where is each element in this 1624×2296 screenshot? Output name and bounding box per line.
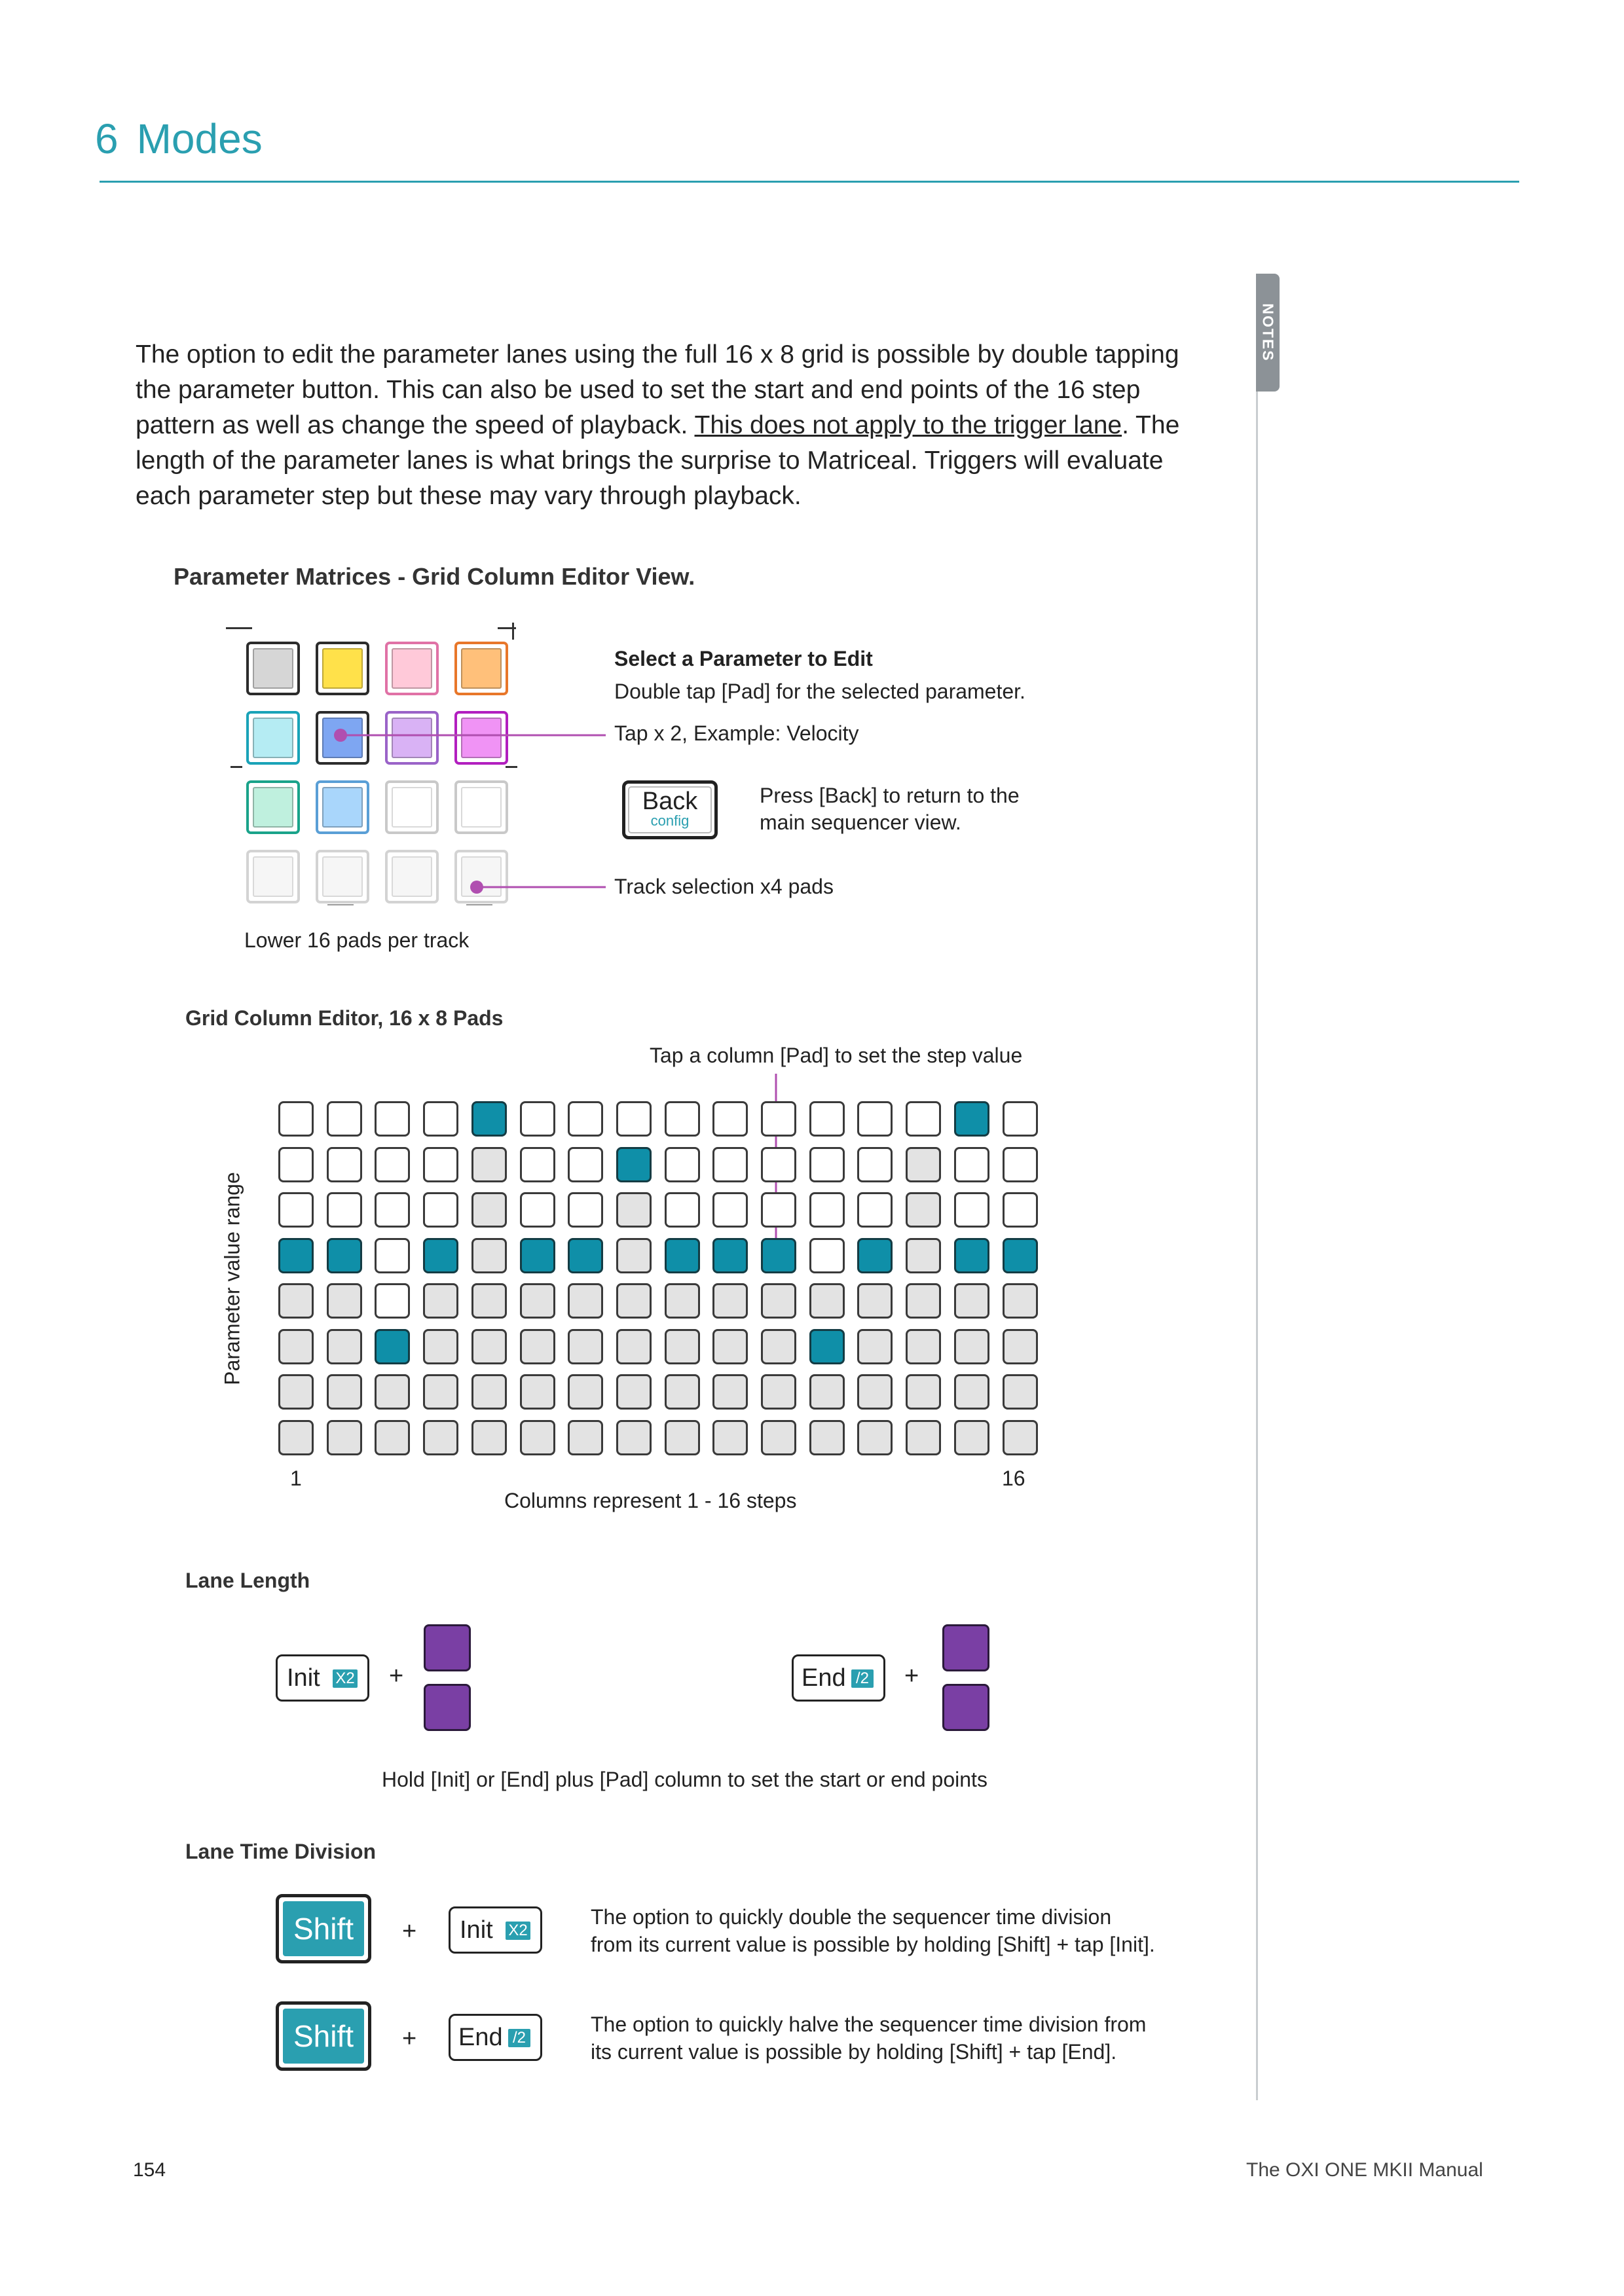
grid-pad[interactable] — [665, 1283, 700, 1319]
start-pad-bottom[interactable] — [424, 1684, 471, 1731]
grid-pad[interactable] — [423, 1420, 458, 1455]
grid-pad[interactable] — [568, 1283, 603, 1319]
grid-pad[interactable] — [665, 1374, 700, 1410]
time-div-plus-1: + — [402, 1918, 417, 1945]
end-pad-top[interactable] — [942, 1624, 989, 1671]
halve-desc-line-2: its current value is possible by holding [Shift] + tap [End]. — [591, 2040, 1117, 2064]
grid-pad[interactable] — [423, 1101, 458, 1137]
grid-pad[interactable] — [327, 1147, 362, 1182]
tap-column-label: Tap a column [Pad] to set the step value — [650, 1044, 1023, 1067]
grid-pad[interactable] — [375, 1420, 410, 1455]
grid-pad[interactable] — [857, 1238, 893, 1273]
end-button-time-div-label: End — [458, 2024, 503, 2051]
grid-pad[interactable] — [568, 1238, 603, 1273]
chapter-name: Modes — [136, 115, 263, 162]
velocity-leader-dot — [334, 729, 347, 742]
grid-pad[interactable] — [423, 1238, 458, 1273]
grid-pad[interactable] — [761, 1101, 796, 1137]
notes-label: NOTES — [1259, 303, 1277, 362]
back-desc-line-2: main sequencer view. — [760, 811, 961, 834]
grid-pad[interactable] — [375, 1329, 410, 1364]
grid-pad[interactable] — [278, 1283, 314, 1319]
time-div-plus-2: + — [402, 2025, 417, 2052]
column-end-label: 16 — [1002, 1467, 1025, 1490]
grid-pad[interactable] — [327, 1238, 362, 1273]
end-button-label: End — [802, 1664, 846, 1692]
grid-pad[interactable] — [906, 1192, 941, 1228]
grid-pad[interactable] — [423, 1147, 458, 1182]
grid-pad[interactable] — [423, 1192, 458, 1228]
grid-pad[interactable] — [471, 1329, 507, 1364]
double-desc-line-1: The option to quickly double the sequencer time division — [591, 1905, 1112, 1929]
grid-pad[interactable] — [520, 1238, 555, 1273]
tap-velocity-label: Tap x 2, Example: Velocity — [614, 721, 859, 745]
init-button-time-div-label: Init — [460, 1916, 493, 1944]
grid-pad[interactable] — [568, 1101, 603, 1137]
grid-pad[interactable] — [761, 1192, 796, 1228]
grid-pad[interactable] — [375, 1238, 410, 1273]
halve-desc-line-1: The option to quickly halve the sequencer time division from — [591, 2013, 1147, 2036]
time-division-heading: Lane Time Division — [185, 1840, 377, 1863]
grid-pad[interactable] — [327, 1420, 362, 1455]
grid-pad[interactable] — [954, 1238, 989, 1273]
grid-pad[interactable] — [616, 1420, 652, 1455]
end-button-time-div[interactable] — [449, 2014, 542, 2061]
init-button-label: Init — [287, 1664, 320, 1692]
grid-pad[interactable] — [375, 1147, 410, 1182]
grid-pad[interactable] — [761, 1374, 796, 1410]
grid-pad[interactable] — [809, 1283, 845, 1319]
grid-pad[interactable] — [375, 1283, 410, 1319]
grid-pad[interactable] — [568, 1192, 603, 1228]
grid-pad[interactable] — [712, 1192, 748, 1228]
grid-pad[interactable] — [1003, 1101, 1038, 1137]
grid-pad[interactable] — [278, 1420, 314, 1455]
init-button[interactable] — [276, 1654, 369, 1702]
double-desc-line-2: from its current value is possible by holding [Shift] + tap [Init]. — [591, 1933, 1155, 1956]
grid-pad[interactable] — [520, 1374, 555, 1410]
shift-button-double[interactable] — [276, 1894, 371, 1963]
lane-length-heading: Lane Length — [185, 1569, 310, 1592]
back-button-sublabel: config — [650, 812, 690, 829]
grid-pad[interactable] — [568, 1420, 603, 1455]
grid-pad[interactable] — [616, 1329, 652, 1364]
grid-pad[interactable] — [857, 1329, 893, 1364]
grid-pad[interactable] — [616, 1283, 652, 1319]
grid-editor-heading: Grid Column Editor, 16 x 8 Pads — [185, 1006, 504, 1030]
grid-pad[interactable] — [809, 1192, 845, 1228]
y-axis-label: Parameter value range — [220, 1172, 244, 1385]
grid-pad[interactable] — [809, 1420, 845, 1455]
grid-pad[interactable] — [1003, 1147, 1038, 1182]
grid-pad[interactable] — [1003, 1329, 1038, 1364]
grid-pad[interactable] — [954, 1374, 989, 1410]
grid-pad[interactable] — [906, 1283, 941, 1319]
grid-pad[interactable] — [761, 1147, 796, 1182]
grid-pad[interactable] — [616, 1374, 652, 1410]
grid-pad[interactable] — [568, 1374, 603, 1410]
grid-pad[interactable] — [471, 1101, 507, 1137]
lower-pads-label: Lower 16 pads per track — [244, 928, 470, 952]
grid-pad[interactable] — [954, 1192, 989, 1228]
grid-pad[interactable] — [809, 1147, 845, 1182]
grid-pad[interactable] — [712, 1329, 748, 1364]
intro-text-1: The option to edit the parameter lanes using the full 16 x 8 grid is possible by double tapping the parameter button. This can also be used to set the start and end points of the 16 step pattern as well as change the speed of playback. — [136, 340, 1179, 439]
grid-pad[interactable] — [761, 1238, 796, 1273]
grid-pad[interactable] — [327, 1283, 362, 1319]
grid-pad[interactable] — [954, 1147, 989, 1182]
grid-pad[interactable] — [809, 1374, 845, 1410]
grid-pad[interactable] — [375, 1192, 410, 1228]
grid-pad[interactable] — [471, 1283, 507, 1319]
lane-length-caption: Hold [Init] or [End] plus [Pad] column to set the start or end points — [382, 1768, 987, 1791]
grid-pad[interactable] — [1003, 1374, 1038, 1410]
grid-pad[interactable] — [954, 1101, 989, 1137]
grid-pad[interactable] — [616, 1192, 652, 1228]
grid-pad[interactable] — [471, 1374, 507, 1410]
grid-pad[interactable] — [665, 1238, 700, 1273]
grid-pad[interactable] — [520, 1283, 555, 1319]
shift-button-halve[interactable] — [276, 2001, 371, 2071]
half-badge-time-div: /2 — [508, 2029, 530, 2047]
column-start-label: 1 — [290, 1467, 302, 1490]
grid-pad[interactable] — [423, 1283, 458, 1319]
grid-pad[interactable] — [471, 1147, 507, 1182]
grid-pad[interactable] — [857, 1101, 893, 1137]
page-number: 154 — [133, 2159, 166, 2181]
grid-pad[interactable] — [423, 1374, 458, 1410]
track-selection-label: Track selection x4 pads — [614, 875, 834, 898]
grid-pad[interactable] — [278, 1192, 314, 1228]
lane-length-plus-2: + — [904, 1662, 919, 1690]
back-desc-line-1: Press [Back] to return to the — [760, 784, 1020, 807]
grid-pad[interactable] — [665, 1329, 700, 1364]
shift-button-halve-label: Shift — [283, 2009, 364, 2064]
grid-pad[interactable] — [712, 1283, 748, 1319]
grid-pad[interactable] — [278, 1101, 314, 1137]
grid-pad[interactable] — [857, 1147, 893, 1182]
grid-pad[interactable] — [423, 1329, 458, 1364]
intro-underlined-text: This does not apply to the trigger lane — [694, 411, 1122, 439]
grid-pad[interactable] — [278, 1238, 314, 1273]
lane-length-plus-1: + — [389, 1662, 404, 1690]
grid-pad[interactable] — [471, 1192, 507, 1228]
grid-pad[interactable] — [712, 1420, 748, 1455]
grid-pad[interactable] — [857, 1283, 893, 1319]
grid-pad[interactable] — [327, 1101, 362, 1137]
grid-pad[interactable] — [809, 1329, 845, 1364]
grid-pad[interactable] — [809, 1238, 845, 1273]
grid-pad[interactable] — [520, 1420, 555, 1455]
manual-title: The OXI ONE MKII Manual — [1246, 2159, 1483, 2181]
grid-pad[interactable] — [278, 1374, 314, 1410]
grid-pad[interactable] — [906, 1420, 941, 1455]
grid-pad[interactable] — [906, 1101, 941, 1137]
columns-caption: Columns represent 1 - 16 steps — [504, 1489, 797, 1512]
grid-pad[interactable] — [520, 1147, 555, 1182]
grid-pad[interactable] — [1003, 1192, 1038, 1228]
grid-pad[interactable] — [906, 1238, 941, 1273]
grid-pad[interactable] — [520, 1329, 555, 1364]
grid-pad[interactable] — [761, 1329, 796, 1364]
grid-pad[interactable] — [665, 1101, 700, 1137]
grid-pad[interactable] — [665, 1147, 700, 1182]
grid-pad[interactable] — [520, 1101, 555, 1137]
grid-pad[interactable] — [712, 1238, 748, 1273]
back-button-label: Back — [642, 788, 698, 815]
track-leader-dot — [470, 881, 483, 894]
grid-pad[interactable] — [471, 1238, 507, 1273]
grid-pad[interactable] — [327, 1192, 362, 1228]
start-pad-top[interactable] — [424, 1624, 471, 1671]
grid-pad[interactable] — [520, 1192, 555, 1228]
grid-pad[interactable] — [471, 1420, 507, 1455]
grid-pad[interactable] — [954, 1329, 989, 1364]
shift-button-double-label: Shift — [283, 1901, 364, 1956]
end-pad-bottom[interactable] — [942, 1684, 989, 1731]
grid-pad[interactable] — [954, 1283, 989, 1319]
grid-pad[interactable] — [906, 1147, 941, 1182]
x2-badge-time-div: X2 — [506, 1922, 530, 1940]
grid-pad[interactable] — [954, 1420, 989, 1455]
grid-pad[interactable] — [1003, 1238, 1038, 1273]
grid-pad[interactable] — [327, 1329, 362, 1364]
grid-pad[interactable] — [278, 1329, 314, 1364]
grid-pad[interactable] — [906, 1374, 941, 1410]
grid-pad[interactable] — [665, 1192, 700, 1228]
select-parameter-title: Select a Parameter to Edit — [614, 647, 873, 670]
grid-pad[interactable] — [857, 1420, 893, 1455]
half-badge: /2 — [851, 1669, 874, 1688]
grid-pad[interactable] — [761, 1420, 796, 1455]
grid-pad[interactable] — [616, 1238, 652, 1273]
grid-pad[interactable] — [1003, 1420, 1038, 1455]
grid-pad[interactable] — [906, 1329, 941, 1364]
grid-pad[interactable] — [809, 1101, 845, 1137]
grid-pad[interactable] — [616, 1101, 652, 1137]
grid-pad[interactable] — [761, 1283, 796, 1319]
grid-pad[interactable] — [278, 1147, 314, 1182]
grid-pad[interactable] — [616, 1147, 652, 1182]
grid-pad[interactable] — [375, 1374, 410, 1410]
matrices-heading: Parameter Matrices - Grid Column Editor View. — [174, 563, 695, 590]
back-button[interactable] — [622, 780, 718, 839]
grid-pad[interactable] — [375, 1101, 410, 1137]
grid-pad[interactable] — [665, 1420, 700, 1455]
grid-pad[interactable] — [568, 1329, 603, 1364]
grid-pad[interactable] — [857, 1374, 893, 1410]
select-parameter-desc: Double tap [Pad] for the selected parameter. — [614, 680, 1025, 703]
init-button-time-div[interactable] — [449, 1906, 542, 1954]
grid-pad[interactable] — [712, 1147, 748, 1182]
grid-pad[interactable] — [1003, 1283, 1038, 1319]
grid-pad[interactable] — [568, 1147, 603, 1182]
grid-pad[interactable] — [712, 1101, 748, 1137]
x2-badge: X2 — [333, 1669, 358, 1688]
grid-pad[interactable] — [712, 1374, 748, 1410]
chapter-number: 6 — [95, 115, 119, 162]
end-button[interactable] — [792, 1654, 885, 1702]
intro-text-2: . The length of the parameter lanes is what brings the surprise to Matriceal. Triggers will evaluate each parameter step but these may vary through playback. — [136, 411, 1180, 510]
grid-pad[interactable] — [857, 1192, 893, 1228]
grid-pad[interactable] — [327, 1374, 362, 1410]
